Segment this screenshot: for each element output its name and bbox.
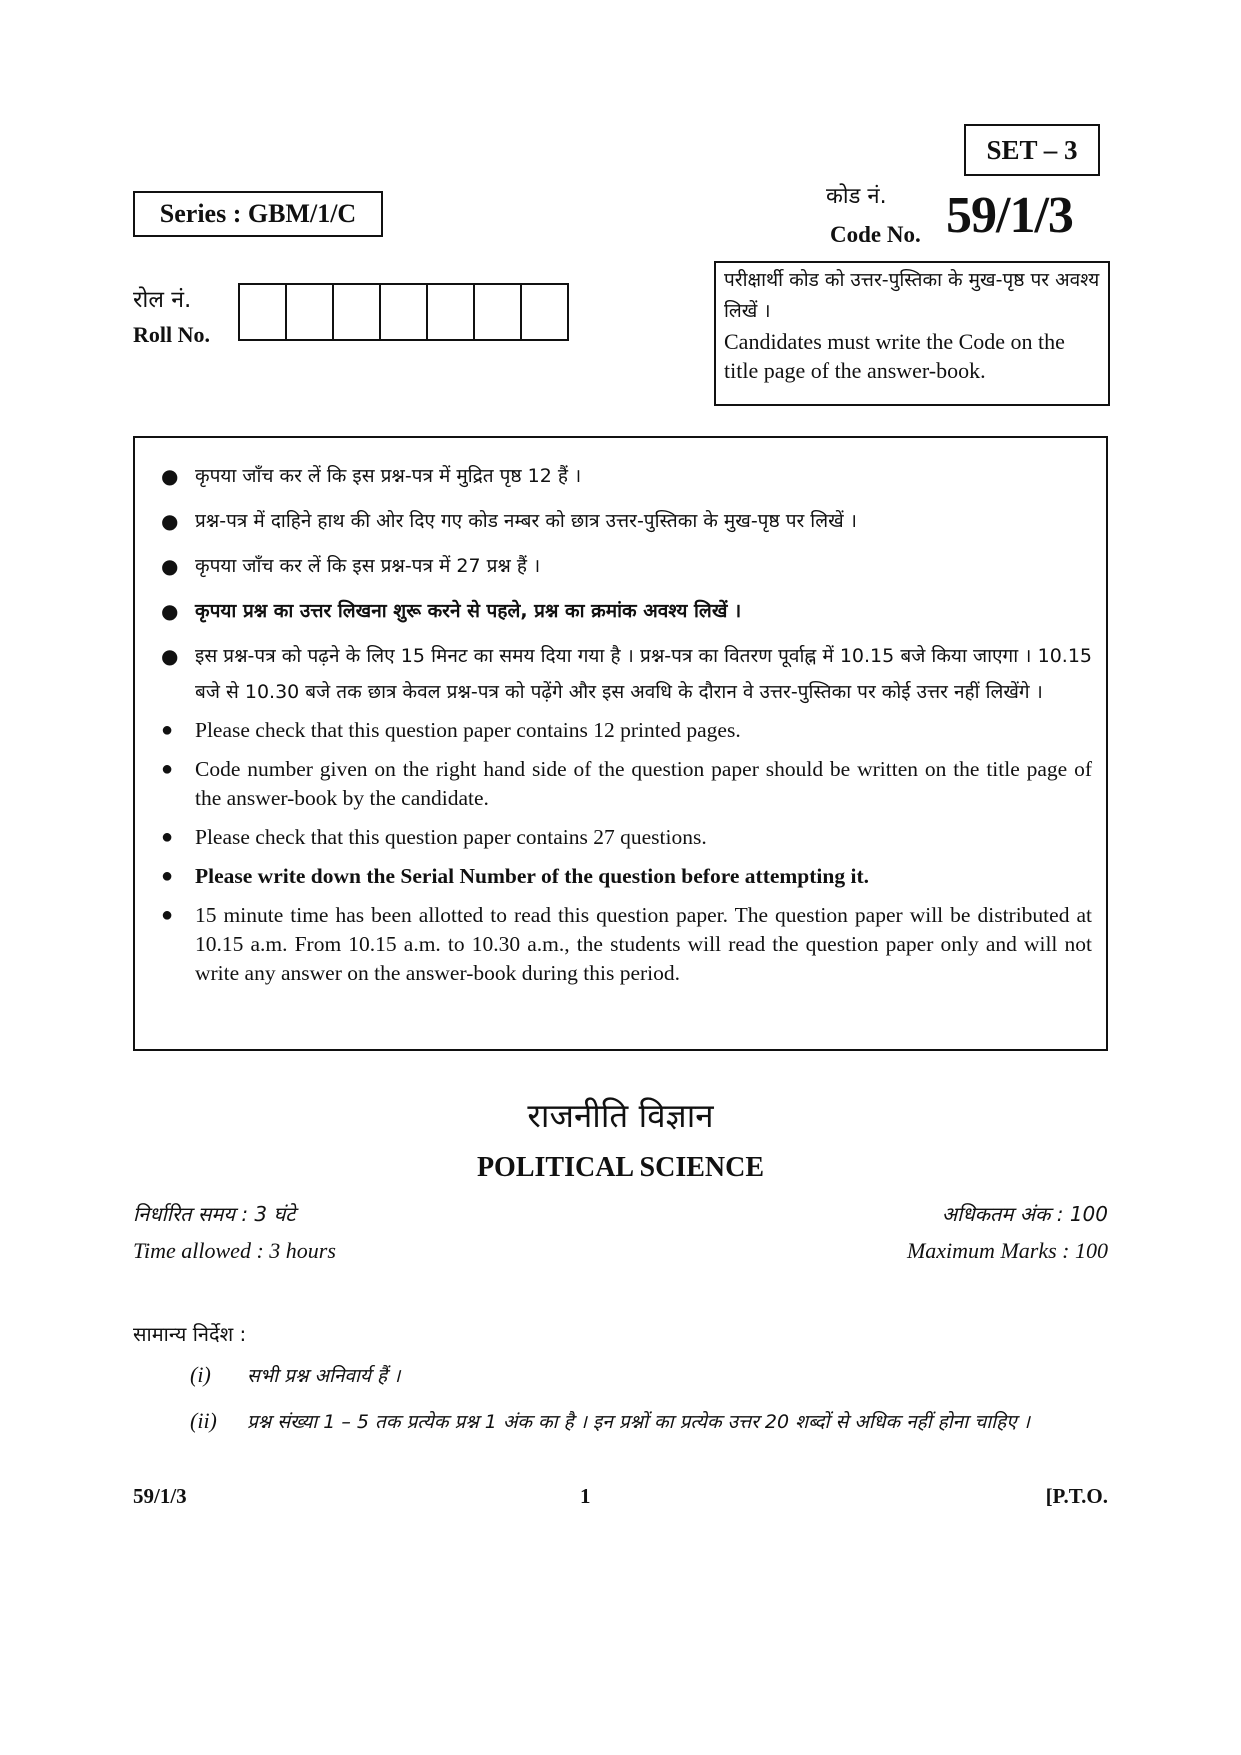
- bullet-icon: ●: [161, 758, 174, 780]
- bullet-icon: ●: [161, 719, 174, 741]
- instruction-text: Code number given on the right hand side of the question paper should be written on the title page of the answer-book by the candidate.: [195, 757, 1092, 810]
- roll-digit-box: [522, 285, 569, 339]
- instruction-item: [157, 638, 1092, 710]
- roll-digit-box: [334, 285, 381, 339]
- instruction-item: [157, 823, 1092, 852]
- roll-digit-box: [287, 285, 334, 339]
- bullet-icon: ●: [161, 904, 174, 926]
- instruction-item: [157, 716, 1092, 745]
- roll-digit-box: [381, 285, 428, 339]
- instruction-text: कृपया प्रश्न का उत्तर लिखना शुरू करने से पहले, प्रश्न का क्रमांक अवश्य लिखें ।: [195, 600, 742, 622]
- max-marks-english: Maximum Marks : 100: [906, 1238, 1108, 1263]
- code-label-hindi: कोड नं.: [826, 184, 887, 209]
- roll-digit-box: [475, 285, 522, 339]
- candidate-note-english: Candidates must write the Code on the title page of the answer-book.: [724, 329, 1065, 383]
- max-marks-hindi: अधिकतम अंक : 100: [941, 1202, 1108, 1226]
- instructions-english-list: [157, 716, 1092, 988]
- roll-digit-box: [240, 285, 287, 339]
- instructions-hindi-list: [157, 458, 1092, 710]
- general-instruction-number: (ii): [190, 1408, 217, 1433]
- instruction-text: 15 minute time has been allotted to read this question paper. The question paper will be distributed at 10.15 a.m. From 10.15 a.m. to 10.30 a.m., the students will read the question paper only and will not write any answer on the answer-book during this period.: [195, 903, 1092, 985]
- instruction-item: [157, 755, 1092, 813]
- general-instruction-text: प्रश्न संख्या 1 – 5 तक प्रत्येक प्रश्न 1 अंक का है । इन प्रश्नों का प्रत्येक उत्तर 20 शब्दों से अधिक नहीं होना चाहिए ।: [247, 1411, 1030, 1433]
- general-instruction-text: सभी प्रश्न अनिवार्य हैं ।: [247, 1365, 401, 1387]
- instructions-box: [133, 436, 1108, 1051]
- instruction-item: [157, 862, 1092, 891]
- time-allowed-english: Time allowed : 3 hours: [133, 1238, 336, 1263]
- instruction-item: [157, 503, 1092, 539]
- bullet-icon: ●: [161, 509, 179, 533]
- roll-number-boxes: [238, 283, 569, 341]
- code-number: 59/1/3: [946, 187, 1073, 244]
- bullet-icon: ●: [161, 599, 179, 623]
- page-number: 1: [580, 1484, 591, 1508]
- roll-label-english: Roll No.: [133, 322, 210, 347]
- subject-title-english: POLITICAL SCIENCE: [476, 1152, 765, 1183]
- footer-code: 59/1/3: [133, 1484, 187, 1508]
- time-allowed-hindi: निर्धारित समय : 3 घंटे: [133, 1202, 296, 1226]
- instruction-text: Please write down the Serial Number of the question before attempting it.: [195, 864, 869, 888]
- instruction-item: [157, 458, 1092, 494]
- bullet-icon: ●: [161, 464, 179, 488]
- bullet-icon: ●: [161, 826, 174, 848]
- instruction-item: [157, 593, 1092, 629]
- candidate-note-hindi: परीक्षार्थी कोड को उत्तर-पुस्तिका के मुख-पृष्ठ पर अवश्य लिखें ।: [724, 269, 1100, 322]
- set-badge: SET – 3: [964, 124, 1100, 176]
- subject-title-hindi: राजनीति विज्ञान: [527, 1096, 714, 1135]
- series-badge: Series : GBM/1/C: [133, 191, 383, 237]
- code-label-english: Code No.: [830, 222, 921, 247]
- candidate-code-note: [714, 261, 1110, 406]
- general-instructions-heading: सामान्य निर्देश :: [133, 1322, 247, 1346]
- instruction-text: कृपया जाँच कर लें कि इस प्रश्न-पत्र में मुद्रित पृष्ठ 12 हैं ।: [195, 465, 582, 487]
- roll-label-hindi: रोल नं.: [133, 287, 192, 313]
- instruction-text: Please check that this question paper contains 27 questions.: [195, 825, 707, 849]
- instruction-text: Please check that this question paper contains 12 printed pages.: [195, 718, 741, 742]
- instruction-text: इस प्रश्न-पत्र को पढ़ने के लिए 15 मिनट का समय दिया गया है । प्रश्न-पत्र का वितरण पूर्वाह्न में 10.15 बजे किया जाएगा । 10.15 बजे से 10.30 बजे तक छात्र केवल प्रश्न-पत्र को पढ़ेंगे और इस अवधि के दौरान वे उत्तर-पुस्तिका पर कोई उत्तर नहीं लिखेंगे ।: [195, 645, 1092, 703]
- general-instruction-number: (i): [190, 1362, 211, 1387]
- please-turn-over: [P.T.O.: [1045, 1484, 1108, 1508]
- bullet-icon: ●: [161, 554, 179, 578]
- instruction-text: कृपया जाँच कर लें कि इस प्रश्न-पत्र में 27 प्रश्न हैं ।: [195, 555, 541, 577]
- instruction-item: [157, 548, 1092, 584]
- roll-digit-box: [428, 285, 475, 339]
- bullet-icon: ●: [161, 644, 179, 668]
- instruction-text: प्रश्न-पत्र में दाहिने हाथ की ओर दिए गए कोड नम्बर को छात्र उत्तर-पुस्तिका के मुख-पृष्ठ पर लिखें ।: [195, 510, 857, 532]
- instruction-item: [157, 901, 1092, 988]
- bullet-icon: ●: [161, 865, 174, 887]
